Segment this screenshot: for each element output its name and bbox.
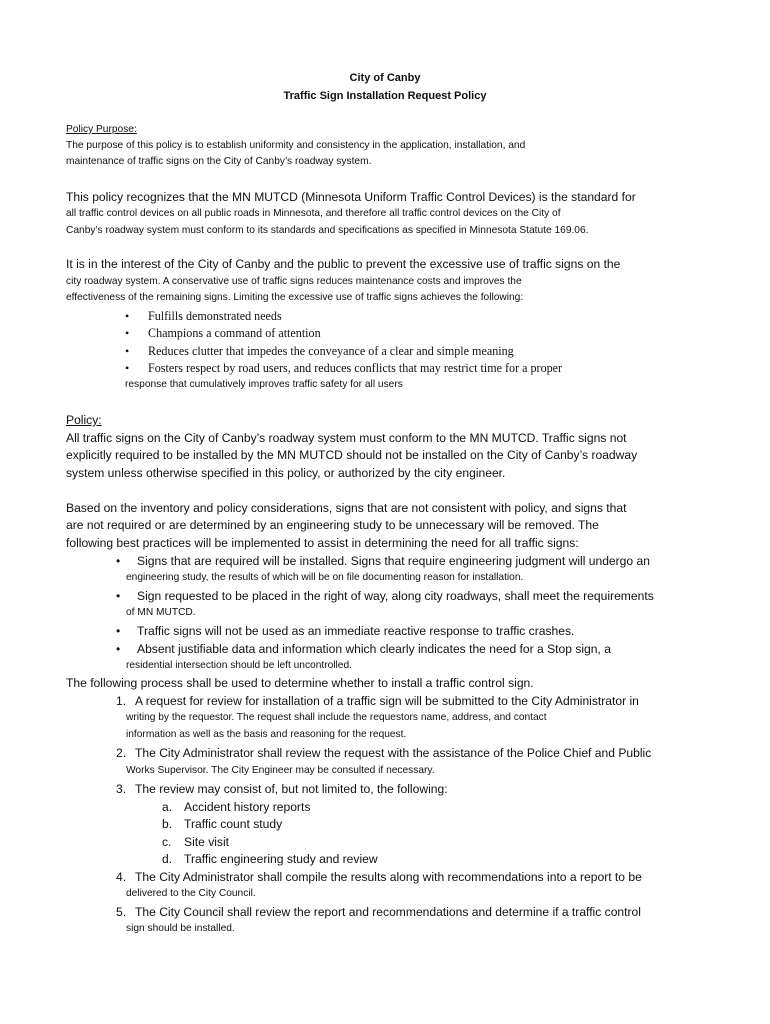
policy-line: explicitly required to be installed by the MN MUTCD should not be installed on the City of Canby’s roadway (66, 448, 638, 462)
step-number: 1. (116, 694, 127, 708)
step-continuation: Works Supervisor. The City Engineer may be consulted if necessary. (126, 765, 435, 776)
sub-item-letter: d. (162, 852, 173, 866)
based-line: are not required or are determined by an engineering study to be unnecessary will be removed. The (66, 518, 599, 532)
sub-item-text: Accident history reports (184, 800, 311, 814)
bullet-icon: • (116, 642, 121, 656)
step-text: The City Council shall review the report and recommendations and determine if a traffic control (135, 905, 641, 919)
bullet-icon: • (125, 309, 130, 323)
bullet-icon: • (125, 344, 130, 358)
bullet-icon: • (116, 624, 121, 638)
interest-bullet: Reduces clutter that impedes the conveyance of a clear and simple meaning (148, 344, 514, 358)
mutcd-line: Canby’s roadway system must conform to its standards and specifications as specified in Minnesota Statute 169.06. (66, 225, 589, 236)
interest-bullet: Fulfills demonstrated needs (148, 309, 282, 323)
bullet-icon: • (116, 554, 121, 568)
practice-bullet: Traffic signs will not be used as an immediate reactive response to traffic crashes. (137, 624, 575, 638)
sub-item-text: Traffic count study (184, 817, 283, 831)
step-number: 2. (116, 746, 127, 760)
sub-item-letter: a. (162, 800, 173, 814)
step-text: The review may consist of, but not limited to, the following: (135, 782, 448, 796)
interest-line: It is in the interest of the City of Canby and the public to prevent the excessive use of traffic signs on the (66, 257, 621, 271)
step-text: A request for review for installation of a traffic sign will be submitted to the City Administrator in (135, 694, 639, 708)
step-continuation: sign should be installed. (126, 923, 235, 934)
sub-item-text: Traffic engineering study and review (184, 852, 378, 866)
based-line: Based on the inventory and policy considerations, signs that are not consistent with policy, and signs that (66, 501, 627, 515)
document-title: Traffic Sign Installation Request Policy (283, 90, 487, 102)
step-number: 5. (116, 905, 127, 919)
step-number: 3. (116, 782, 127, 796)
practice-bullet-continuation: residential intersection should be left uncontrolled. (126, 660, 352, 671)
purpose-line: The purpose of this policy is to establish uniformity and consistency in the application, installation, and (66, 140, 526, 151)
practice-bullet-continuation: of MN MUTCD. (126, 607, 196, 618)
interest-line: effectiveness of the remaining signs. Limiting the excessive use of traffic signs achieves the following: (66, 292, 524, 303)
mutcd-line: all traffic control devices on all public roads in Minnesota, and therefore all traffic control devices on the City of (66, 208, 561, 219)
interest-bullet: Fosters respect by road users, and reduces conflicts that may restrict time for a proper (148, 361, 563, 375)
interest-line: city roadway system. A conservative use of traffic signs reduces maintenance costs and improves the (66, 276, 522, 287)
sub-item-letter: b. (162, 817, 173, 831)
step-continuation: information as well as the basis and reasoning for the request. (126, 729, 407, 740)
purpose-heading: Policy Purpose: (66, 124, 137, 135)
based-line: following best practices will be implemented to assist in determining the need for all traffic signs: (66, 536, 579, 550)
interest-bullet: Champions a command of attention (148, 326, 321, 340)
step-text: The City Administrator shall review the request with the assistance of the Police Chief and Public (135, 746, 652, 760)
practice-bullet: Signs that are required will be installed. Signs that require engineering judgment will undergo an (137, 554, 650, 568)
policy-line: system unless otherwise specified in this policy, or authorized by the city engineer. (66, 466, 506, 480)
policy-heading: Policy: (66, 413, 102, 427)
practice-bullet: Absent justifiable data and information which clearly indicates the need for a Stop sign, a (137, 642, 611, 656)
interest-bullet-continuation: response that cumulatively improves traffic safety for all users (125, 379, 403, 390)
practice-bullet-continuation: engineering study, the results of which will be on file documenting reason for installation. (126, 572, 524, 583)
sub-item-text: Site visit (184, 835, 230, 849)
sub-item-letter: c. (162, 835, 172, 849)
practice-bullet: Sign requested to be placed in the right of way, along city roadways, shall meet the requirements (137, 589, 654, 603)
process-intro: The following process shall be used to determine whether to install a traffic control sign. (66, 676, 534, 690)
bullet-icon: • (116, 589, 121, 603)
purpose-line: maintenance of traffic signs on the City of Canby’s roadway system. (66, 156, 372, 167)
bullet-icon: • (125, 326, 130, 340)
document-org: City of Canby (349, 72, 421, 84)
step-continuation: writing by the requestor. The request shall include the requestors name, address, and contact (126, 712, 547, 723)
step-text: The City Administrator shall compile the results along with recommendations into a report to be (135, 870, 642, 884)
policy-line: All traffic signs on the City of Canby’s roadway system must conform to the MN MUTCD. Traffic signs not (66, 431, 627, 445)
bullet-icon: • (125, 361, 130, 375)
mutcd-line: This policy recognizes that the MN MUTCD (Minnesota Uniform Traffic Control Devices) is the standard for (66, 190, 636, 204)
step-continuation: delivered to the City Council. (126, 888, 256, 899)
step-number: 4. (116, 870, 127, 884)
